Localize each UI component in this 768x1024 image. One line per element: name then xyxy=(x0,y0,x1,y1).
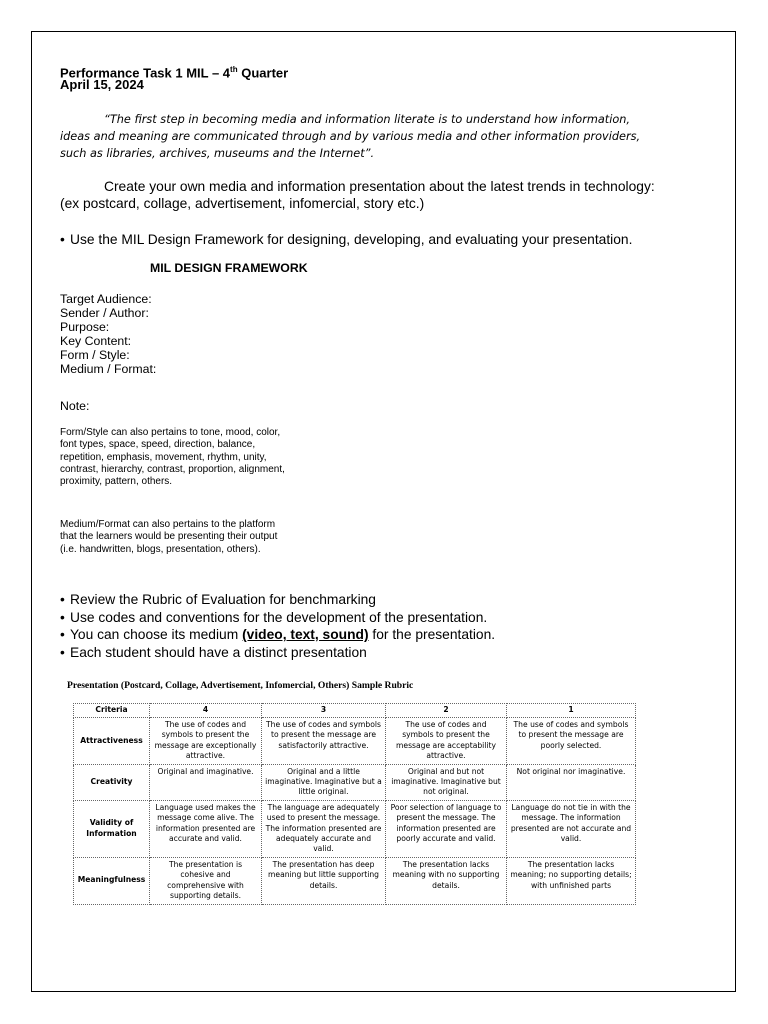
criteria-cell: Meaningfulness xyxy=(74,857,150,904)
note-medium-format: Medium/Format can also pertains to the platform that the learners would be presenting their output (i.e. handwritten, blogs, presentation, others). xyxy=(60,519,278,555)
document-title: Performance Task 1 MIL – 4th Quarter xyxy=(60,65,289,81)
table-row xyxy=(74,764,636,800)
table-cell: The use of codes and symbols to present the message are satisfactorily attractive. xyxy=(262,718,386,765)
criteria-cell: Validity of Information xyxy=(74,800,150,857)
bullet-icon: • xyxy=(60,627,65,642)
table-cell: The presentation has deep meaning but little supporting details. xyxy=(262,857,386,904)
list-item: • Use codes and conventions for the development of the presentation. xyxy=(60,609,488,625)
quote-paragraph: “The first step in becoming media and information literate is to understand how information, ideas and meaning are communicated through and by various media and other information providers, such as libraries, archives, museums and the Internet”. xyxy=(60,113,641,160)
instructions-list xyxy=(60,591,495,661)
framework-field: Key Content: xyxy=(60,334,132,348)
framework-field: Medium / Format: xyxy=(60,362,157,376)
document-date: April 15, 2024 xyxy=(60,77,144,92)
table-row xyxy=(74,857,636,904)
table-cell: The presentation is cohesive and comprehensive with supporting details. xyxy=(150,857,262,904)
list-item: • Each student should have a distinct presentation xyxy=(60,644,367,660)
table-cell: The language are adequately used to present the message. The information presented are adequately accurate and valid. xyxy=(262,800,386,857)
column-header: 1 xyxy=(507,704,636,718)
framework-fields-list xyxy=(60,292,156,376)
framework-field: Target Audience: xyxy=(60,292,152,306)
framework-field: Purpose: xyxy=(60,320,110,334)
framework-bullet: • Use the MIL Design Framework for designing, developing, and evaluating your presentation. xyxy=(60,232,633,247)
column-header: 3 xyxy=(262,704,386,718)
rubric-title: Presentation (Postcard, Collage, Advertisement, Infomercial, Others) Sample Rubric xyxy=(67,680,414,691)
table-cell: The presentation lacks meaning with no supporting details. xyxy=(386,857,507,904)
framework-heading: MIL DESIGN FRAMEWORK xyxy=(150,261,308,275)
list-item: • You can choose its medium (video, text, sound) for the presentation. xyxy=(60,627,496,642)
table-cell: Original and but not imaginative. Imaginative but not original. xyxy=(386,764,507,800)
column-header: Criteria xyxy=(74,704,150,718)
table-cell: Language used makes the message come alive. The information presented are accurate and valid. xyxy=(150,800,262,857)
table-cell: The use of codes and symbols to present the message are exceptionally attractive. xyxy=(150,718,262,765)
table-row xyxy=(74,800,636,857)
bullet-icon: • xyxy=(60,644,65,660)
note-label: Note: xyxy=(60,399,90,413)
criteria-cell: Creativity xyxy=(74,764,150,800)
table-cell: Poor selection of language to present the message. The information presented are poorly accurate and valid. xyxy=(386,800,507,857)
table-cell: Not original nor imaginative. xyxy=(507,764,636,800)
table-cell: Language do not tie in with the message. The information presented are not accurate and valid. xyxy=(507,800,636,857)
instruction-paragraph: Create your own media and information presentation about the latest trends in technology: (ex postcard, collage, advertisement, infomercial, story etc.) xyxy=(60,179,655,211)
framework-field: Sender / Author: xyxy=(60,306,149,320)
table-cell: The use of codes and symbols to present the message are poorly selected. xyxy=(507,718,636,765)
table-row xyxy=(74,718,636,765)
table-cell: The presentation lacks meaning; no supporting details; with unfinished parts xyxy=(507,857,636,904)
framework-field: Form / Style: xyxy=(60,348,130,362)
criteria-cell: Attractiveness xyxy=(74,718,150,765)
bullet-icon: • xyxy=(60,232,65,247)
bullet-icon: • xyxy=(60,592,65,607)
table-cell: The use of codes and symbols to present the message are acceptability attractive. xyxy=(386,718,507,765)
table-cell: Original and imaginative. xyxy=(150,764,262,800)
column-header: 4 xyxy=(150,704,262,718)
rubric-table xyxy=(73,703,636,905)
table-cell: Original and a little imaginative. Imaginative but a little original. xyxy=(262,764,386,800)
bullet-icon: • xyxy=(60,609,65,625)
column-header: 2 xyxy=(386,704,507,718)
table-header-row xyxy=(74,704,636,718)
medium-options-highlight: (video, text, sound) xyxy=(242,627,369,642)
list-item: • Review the Rubric of Evaluation for benchmarking xyxy=(60,592,376,607)
note-form-style: Form/Style can also pertains to tone, mood, color, font types, space, speed, direction, balance, repetition, emphasis, movement, rhythm, unity, contrast, hierarchy, contrast, proportion, alignment, proximity, pattern, others. xyxy=(60,427,285,488)
